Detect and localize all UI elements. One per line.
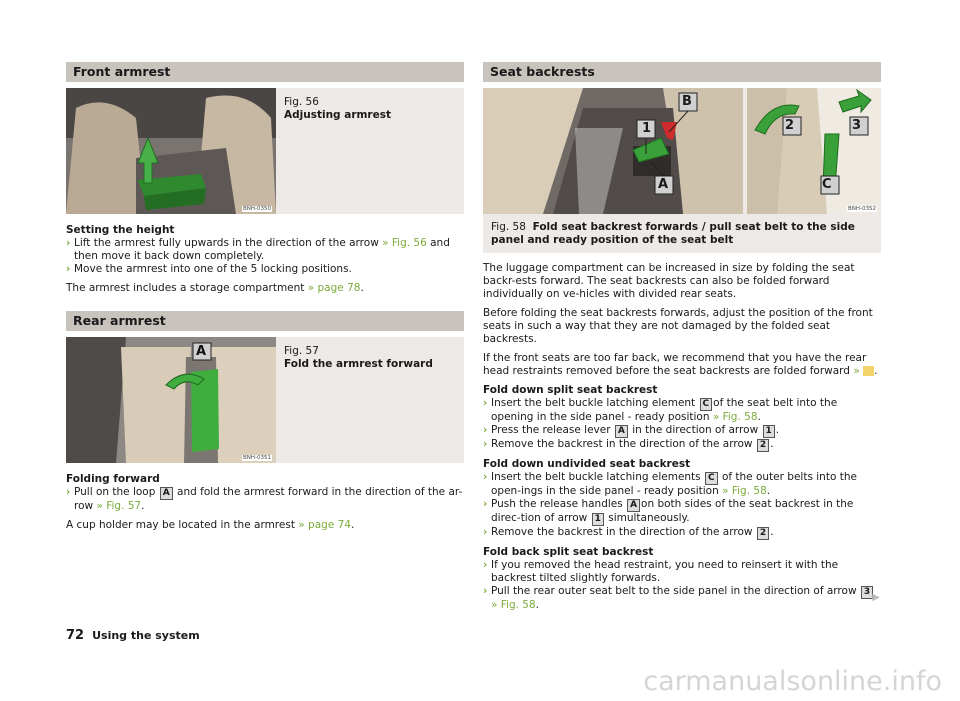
step-text: Press the release lever xyxy=(491,424,611,436)
seat-backrests-heading: Seat backrests xyxy=(483,62,881,82)
fig-link[interactable]: » Fig. 58 xyxy=(722,485,767,497)
chevron-right-icon: › xyxy=(483,471,488,483)
fig-link[interactable]: » Fig. 58 xyxy=(712,411,758,423)
key-label: 3 xyxy=(861,586,873,599)
step-text: Remove the backrest in the direction of the arrow xyxy=(491,526,753,538)
chevron-right-icon: › xyxy=(483,438,488,450)
step-text: Remove the backrest in the direction of the arrow xyxy=(491,438,753,450)
label-1: 1 xyxy=(642,121,652,136)
step-text: . xyxy=(766,485,771,497)
step-item xyxy=(483,559,881,585)
seat-backrest-images xyxy=(483,88,881,214)
warning-link[interactable]: » xyxy=(853,365,860,377)
step-text: and then move it back down completely. xyxy=(74,237,450,262)
undivided-title: Fold down undivided seat backrest xyxy=(483,458,691,470)
figure-57 xyxy=(66,337,464,463)
label-a: A xyxy=(658,177,669,192)
label-3: 3 xyxy=(852,118,862,133)
step-text: Pull the rear outer seat belt to the side panel in the direction of arrow xyxy=(491,585,857,597)
image-code: BNH-0351 xyxy=(242,455,271,461)
step-text: of the seat belt into the opening in the side panel - ready position xyxy=(491,397,838,423)
step-text: Pull on the loop xyxy=(74,486,156,498)
fig-link[interactable]: » Fig. 58 xyxy=(491,599,536,611)
figure-56 xyxy=(66,88,464,214)
rear-armrest-heading: Rear armrest xyxy=(66,311,464,331)
key-label: C xyxy=(700,398,713,411)
figure-58 xyxy=(483,88,881,253)
step-item xyxy=(66,486,464,513)
step-item xyxy=(483,397,881,424)
image-code: BNH-0350 xyxy=(242,206,271,212)
split-title: Fold down split seat backrest xyxy=(483,384,658,396)
key-label: A xyxy=(160,487,173,500)
step-text: . xyxy=(770,526,774,538)
key-label: 2 xyxy=(757,527,769,540)
chevron-right-icon: › xyxy=(483,424,488,436)
step-text: . xyxy=(757,411,761,423)
step-text: Move the armrest into one of the 5 locking positions. xyxy=(74,263,352,275)
warning-icon xyxy=(863,366,874,376)
figure-number: Fig. 57 xyxy=(284,345,319,357)
step-text: and fold the armrest forward in the direction of the ar-row xyxy=(74,486,463,512)
rear-armrest-image xyxy=(66,337,276,463)
step-text: Push the release handles xyxy=(491,498,623,510)
para-text: . xyxy=(350,519,355,531)
step-item xyxy=(483,438,881,452)
key-label: 1 xyxy=(763,425,775,438)
step-text: If you removed the head restraint, you need to reinsert it with the backrest tilted slightly forwards. xyxy=(491,559,839,584)
figure-57-caption xyxy=(276,337,433,463)
continue-arrow-icon: ▶ xyxy=(872,592,880,603)
setting-height-title: Setting the height xyxy=(66,224,175,236)
step-item xyxy=(483,471,881,498)
backrest-release-illustration xyxy=(483,88,743,214)
page-footer xyxy=(66,628,200,643)
chevron-right-icon: › xyxy=(66,263,71,275)
step-item xyxy=(483,585,881,612)
figure-title: Adjusting armrest xyxy=(284,109,392,121)
seat-belt-illustration xyxy=(747,88,881,214)
step-text: . xyxy=(775,424,780,436)
chevron-right-icon: › xyxy=(483,585,488,597)
front-armrest-heading: Front armrest xyxy=(66,62,464,82)
right-column xyxy=(483,62,881,612)
page-link[interactable]: » page 74 xyxy=(298,519,351,531)
para-text: If the front seats are too far back, we recommend that you have the rear head restraints removed before the seat backrests are folded forward xyxy=(483,352,867,377)
step-text: . xyxy=(141,500,145,512)
page-number: 72 xyxy=(66,628,85,643)
chevron-right-icon: › xyxy=(483,498,488,510)
step-text: Lift the armrest fully upwards in the direction of the arrow xyxy=(74,237,379,249)
page-section-name: Using the system xyxy=(92,629,200,642)
figure-title: Fold the armrest forward xyxy=(284,358,433,370)
step-item xyxy=(66,263,464,276)
page-link[interactable]: » page 78 xyxy=(307,282,361,294)
key-label: 2 xyxy=(757,439,769,452)
figure-56-caption xyxy=(276,88,391,214)
step-item xyxy=(483,526,881,540)
chevron-right-icon: › xyxy=(66,237,71,249)
folding-forward-title: Folding forward xyxy=(66,473,160,485)
step-item xyxy=(66,237,464,263)
para-text: . xyxy=(874,365,878,377)
front-armrest-image xyxy=(66,88,276,214)
fig-link[interactable]: » Fig. 57 xyxy=(96,500,142,512)
watermark: carmanualsonline.info xyxy=(643,666,942,697)
key-label: 1 xyxy=(592,513,604,526)
key-label: A xyxy=(627,499,640,512)
chevron-right-icon: › xyxy=(483,397,488,409)
label-b: B xyxy=(682,94,692,109)
chevron-right-icon: › xyxy=(483,526,488,538)
fold-back-title: Fold back split seat backrest xyxy=(483,546,654,558)
step-text: Insert the belt buckle latching elements xyxy=(491,471,701,483)
key-label: C xyxy=(705,472,718,485)
front-seats-paragraph: Before folding the seat backrests forwards, adjust the position of the front seats in such a way that they are not damaged by the folded seat backrests. xyxy=(483,307,873,345)
label-a: A xyxy=(196,344,207,359)
fig-link[interactable]: » Fig. 56 xyxy=(382,237,427,249)
figure-number: Fig. 58 xyxy=(491,221,526,233)
para-text: . xyxy=(360,282,364,294)
step-text: Insert the belt buckle latching element xyxy=(491,397,696,409)
chevron-right-icon: › xyxy=(66,486,71,498)
step-text: simultaneously. xyxy=(608,512,690,524)
figure-58-caption xyxy=(483,214,881,253)
step-text: on both sides of the seat backrest in the direc-tion of arrow xyxy=(491,498,854,524)
figure-number: Fig. 56 xyxy=(284,96,319,108)
step-item xyxy=(483,424,881,438)
step-text: of the outer belts into the open-ings in the side panel - ready position xyxy=(491,471,857,497)
front-armrest-illustration xyxy=(66,88,276,214)
intro-paragraph: The luggage compartment can be increased in size by folding the seat backr-ests forward. The seat backrests can also be folded forward individually on ve-hicles with divided rear seats. xyxy=(483,262,855,300)
step-text: . xyxy=(770,438,774,450)
head-restraints-paragraph xyxy=(483,352,881,378)
label-2: 2 xyxy=(785,118,795,133)
key-label: A xyxy=(615,425,628,438)
step-text: in the direction of arrow xyxy=(632,424,759,436)
chevron-right-icon: › xyxy=(483,559,488,571)
storage-paragraph xyxy=(66,282,464,295)
step-item xyxy=(483,498,881,526)
step-text: . xyxy=(535,599,539,611)
figure-title: Fold seat backrest forwards / pull seat belt to the side panel and ready position of the seat belt xyxy=(491,221,855,246)
image-code: BNH-0352 xyxy=(847,206,876,212)
left-column xyxy=(66,62,464,532)
label-c: C xyxy=(822,177,832,192)
rear-armrest-illustration xyxy=(66,337,276,463)
para-text: The armrest includes a storage compartment xyxy=(66,282,305,294)
cup-holder-paragraph xyxy=(66,519,464,532)
para-text: A cup holder may be located in the armrest xyxy=(66,519,295,531)
